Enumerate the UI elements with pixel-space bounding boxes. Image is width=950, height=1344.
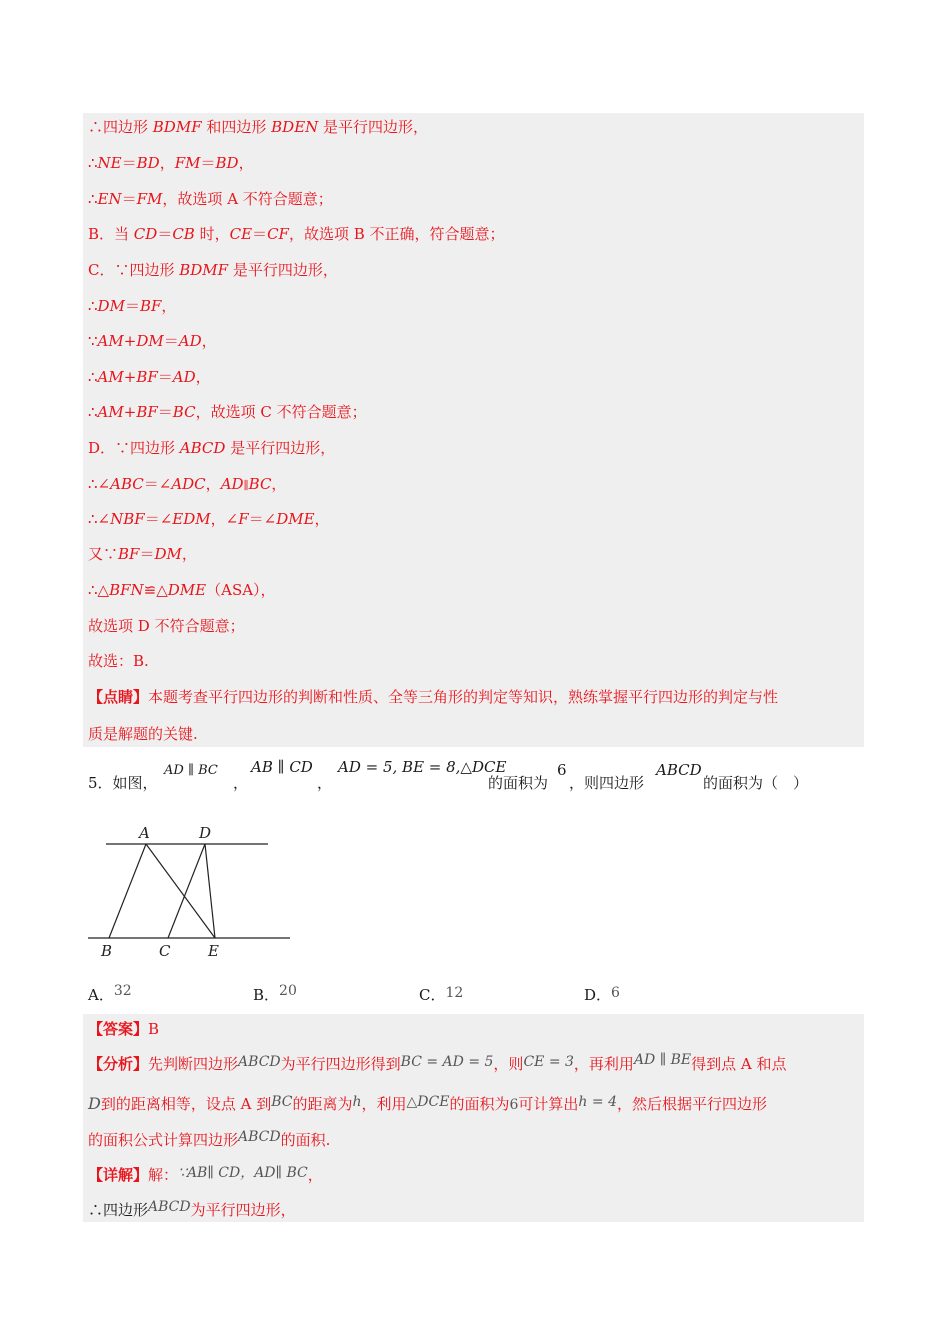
detail-line: ∴四边形ABCD为平行四边形，: [88, 1199, 296, 1219]
question-text: ，: [233, 774, 249, 792]
label-A: A: [139, 824, 150, 842]
remark-line: 质是解题的关键.: [88, 725, 198, 743]
math-expr: AD ∥ BC: [164, 763, 218, 778]
segment-DE: [205, 844, 215, 938]
analysis-tag: 【分析】: [88, 1055, 149, 1073]
answer-line: 【答案】B: [88, 1020, 160, 1038]
solution-line: 故选项 D 不符合题意；: [88, 617, 245, 635]
geometry-figure: [80, 818, 300, 963]
solution-line: C．∵四边形 BDMF 是平行四边形，: [88, 261, 338, 279]
solution-line: ∴EN＝FM，故选项 A 不符合题意；: [88, 190, 333, 208]
option-b[interactable]: B．20: [253, 983, 297, 1004]
option-d[interactable]: D．6: [584, 985, 620, 1004]
math-expr: AB ∥ CD: [251, 758, 313, 776]
solution-line: ∴DM＝BF，: [88, 297, 177, 315]
solution-line: ∴AM+BF＝BC，故选项 C 不符合题意；: [88, 403, 367, 421]
detail-tag: 【详解】: [88, 1166, 149, 1184]
solution-line: ∴△BFN≌△DME（ASA），: [88, 581, 276, 599]
solution-line: 故选：B.: [88, 652, 149, 670]
analysis-line: D到的距离相等，设点 A 到BC的距离为h，利用△DCE的面积为6可计算出h = 4，然后根据平行四边形: [88, 1094, 767, 1113]
segment-AE: [146, 844, 215, 938]
remark-tag: 【点睛】: [88, 688, 149, 706]
answer-tag: 【答案】: [88, 1020, 149, 1038]
analysis-line: 【分析】先判断四边形ABCD为平行四边形得到BC = AD = 5，则CE = 3，再利用AD ∥ BE得到点 A 和点: [88, 1052, 787, 1073]
label-C: C: [159, 942, 171, 960]
answer-block: [83, 1014, 864, 1222]
solution-line: ∴AM+BF＝AD，: [88, 368, 211, 386]
label-D: D: [199, 824, 212, 842]
question-number: 5．如图，: [88, 774, 158, 792]
solution-line: 又∵BF＝DM，: [88, 545, 197, 563]
remark-line: 【点睛】本题考查平行四边形的判断和性质、全等三角形的判定等知识，熟练掌握平行四边形的判定与性: [88, 688, 779, 706]
segment-AB: [109, 844, 146, 938]
solution-line: ∴∠ABC＝∠ADC，AD∥BC，: [88, 475, 287, 493]
question-text: 的面积为（ ）: [703, 774, 809, 792]
question-text: ，则四边形: [569, 774, 645, 792]
math-expr: ABCD: [656, 761, 702, 779]
solution-line: D．∵四边形 ABCD 是平行四边形，: [88, 439, 336, 457]
label-E: E: [208, 942, 219, 960]
solution-line: ∴∠NBF＝∠EDM，∠F＝∠DME，: [88, 510, 330, 528]
question-text: 的面积为: [488, 774, 549, 792]
analysis-line: 的面积公式计算四边形ABCD的面积.: [88, 1129, 331, 1149]
solution-line: B．当 CD＝CB 时，CE＝CF，故选项 B 不正确，符合题意；: [88, 225, 505, 243]
segment-DC: [168, 844, 205, 938]
option-a[interactable]: A．32: [88, 983, 132, 1004]
question-text: ，: [317, 774, 333, 792]
label-B: B: [101, 942, 113, 960]
math-expr: 6: [557, 761, 567, 779]
detail-line: 【详解】解：∵AB∥ CD，AD∥ BC，: [88, 1165, 323, 1184]
solution-line: ∴NE＝BD，FM＝BD，: [88, 154, 254, 172]
option-c[interactable]: C．12: [419, 985, 464, 1004]
solution-line: ∴四边形 BDMF 和四边形 BDEN 是平行四边形，: [88, 118, 429, 136]
math-expr: AD = 5, BE = 8,△DCE: [338, 758, 507, 776]
solution-line: ∵AM+DM＝AD，: [88, 332, 217, 350]
